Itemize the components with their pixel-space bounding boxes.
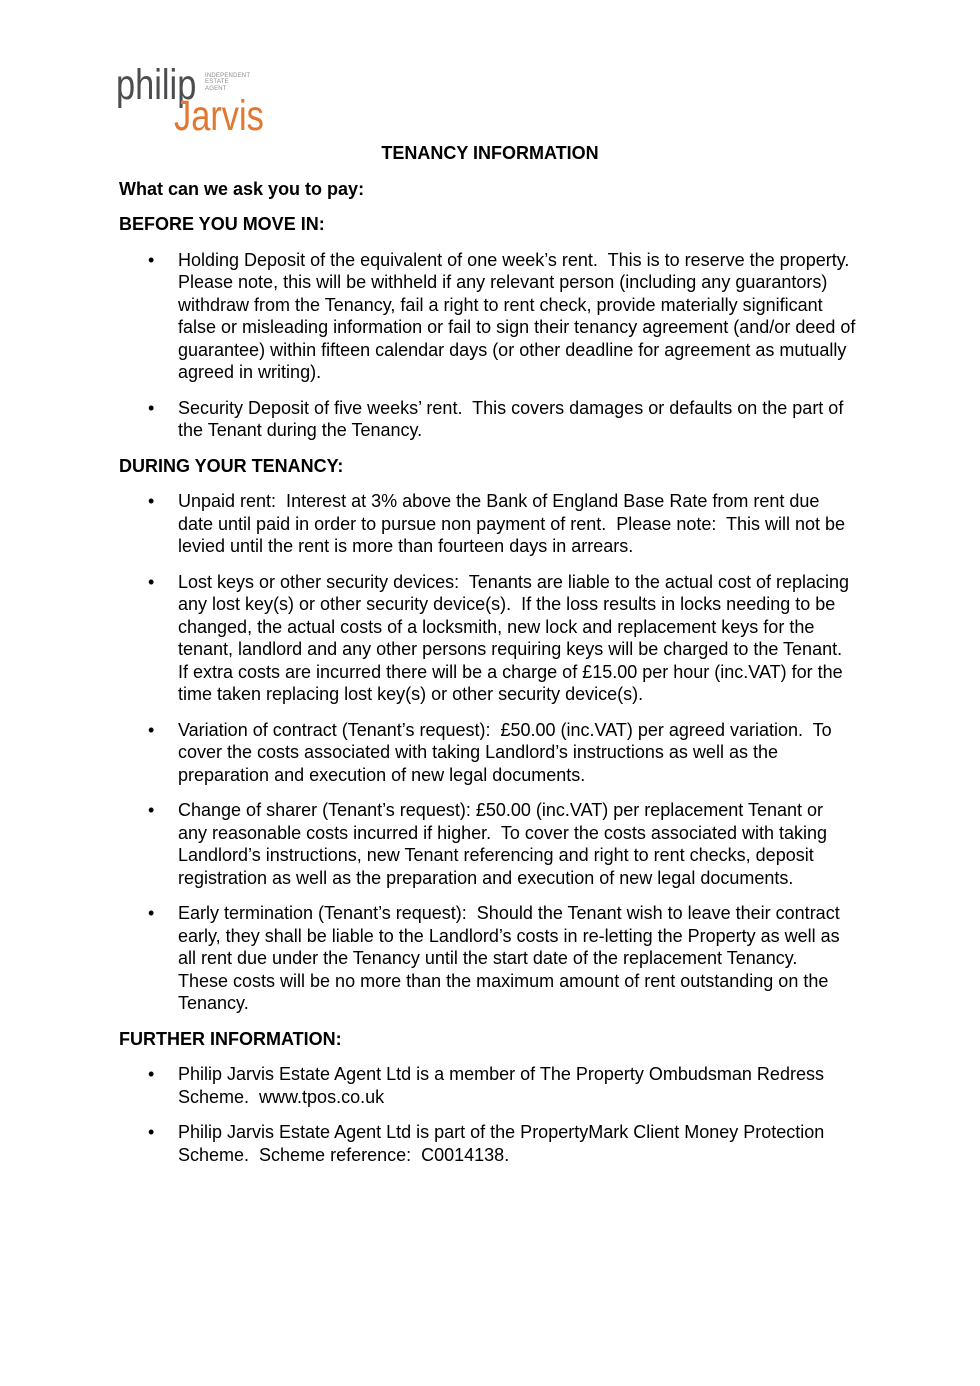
document-body bbox=[0, 142, 980, 1179]
section-heading: DURING YOUR TENANCY: bbox=[119, 455, 344, 476]
section-before-move-in bbox=[0, 213, 980, 442]
logo-name-last: Jarvis bbox=[174, 92, 264, 140]
list-item-text: Change of sharer (Tenant’s request): £50.00 (inc.VAT) per replacement Tenant or any reasonable costs incurred if higher. To cover the costs associated with taking Landlord’s instructions, new Tenant referencing and right to rent checks, deposit registration as well as the preparation and execution of new legal documents. bbox=[178, 800, 828, 888]
logo-name-first: philip bbox=[116, 61, 197, 109]
bullet-marker bbox=[148, 719, 154, 742]
list-item-text: Unpaid rent: Interest at 3% above the Bank of England Base Rate from rent due date until paid in order to pursue non payment of rent. Please note: This will not be levied until the rent is more than fourteen days in arrears. bbox=[178, 491, 846, 556]
section-further-information bbox=[0, 1028, 980, 1167]
intro-heading: What can we ask you to pay: bbox=[119, 178, 365, 199]
list-item bbox=[0, 490, 980, 558]
bullet-marker bbox=[148, 490, 154, 513]
list-item bbox=[0, 1121, 980, 1166]
bullet-marker bbox=[148, 249, 154, 272]
bullet-list bbox=[0, 249, 980, 442]
bullet-marker bbox=[148, 1121, 154, 1144]
logo-tagline bbox=[205, 73, 250, 92]
bullet-marker bbox=[148, 1063, 154, 1086]
list-item bbox=[0, 799, 980, 889]
logo-tagline-line: INDEPENDENT bbox=[205, 73, 251, 79]
bullet-marker bbox=[148, 799, 154, 822]
list-item bbox=[0, 719, 980, 787]
list-item-text: Holding Deposit of the equivalent of one week’s rent. This is to reserve the property. Please note, this will be withheld if any relevant person (including any guarantors) withdraw from the Tenancy, fail a right to rent check, provide materially significant false or misleading information or fail to sign their tenancy agreement (and/or deed of guarantee) within fifteen calendar days (or other deadline for agreement as mutually agreed in writing). bbox=[178, 249, 856, 382]
bullet-list bbox=[0, 1063, 980, 1166]
section-heading: FURTHER INFORMATION: bbox=[119, 1028, 342, 1049]
bullet-marker bbox=[148, 571, 154, 594]
list-item-text: Lost keys or other security devices: Tenants are liable to the actual cost of replacing any lost key(s) or other security device(s). If the loss results in locks needing to be changed, the actual costs of a locksmith, new lock and replacement keys for the tenant, landlord and any other persons requiring keys will be charged to the Tenant. If extra costs are incurred there will be a charge of £15.00 per hour (inc.VAT) for the time taken replacing lost key(s) or other security device(s). bbox=[178, 571, 850, 704]
logo-tagline-line: AGENT bbox=[205, 85, 227, 92]
list-item-text: Philip Jarvis Estate Agent Ltd is a member of The Property Ombudsman Redress Scheme. www.tpos.co.uk bbox=[178, 1064, 824, 1107]
list-item bbox=[0, 902, 980, 1015]
bullet-marker bbox=[148, 397, 154, 420]
list-item bbox=[0, 1063, 980, 1108]
list-item bbox=[0, 249, 980, 384]
page-title: TENANCY INFORMATION bbox=[381, 143, 599, 163]
section-heading: BEFORE YOU MOVE IN: bbox=[119, 214, 325, 234]
logo-tagline-line: ESTATE bbox=[205, 79, 229, 86]
bullet-list bbox=[0, 490, 980, 1015]
bullet-marker bbox=[148, 902, 154, 925]
list-item-text: Variation of contract (Tenant’s request): £50.00 (inc.VAT) per agreed variation. To cover the costs associated with taking Landlord’s instructions as well as the preparation and execution of new legal documents. bbox=[178, 719, 832, 785]
list-item-text: Early termination (Tenant’s request): Should the Tenant wish to leave their contract early, they shall be liable to the Landlord’s costs in re-letting the Property as well as all rent due under the Tenancy until the start date of the replacement Tenancy. These costs will be no more than the maximum amount of rent outstanding on the Tenancy. bbox=[178, 903, 840, 1013]
company-logo bbox=[0, 0, 300, 150]
list-item bbox=[0, 397, 980, 442]
section-during-tenancy bbox=[0, 455, 980, 1015]
list-item-text: Philip Jarvis Estate Agent Ltd is part of the PropertyMark Client Money Protection Scheme. Scheme reference: C0014138. bbox=[178, 1122, 825, 1165]
list-item bbox=[0, 571, 980, 706]
list-item-text: Security Deposit of five weeks’ rent. This covers damages or defaults on the part of the Tenant during the Tenancy. bbox=[178, 397, 844, 440]
